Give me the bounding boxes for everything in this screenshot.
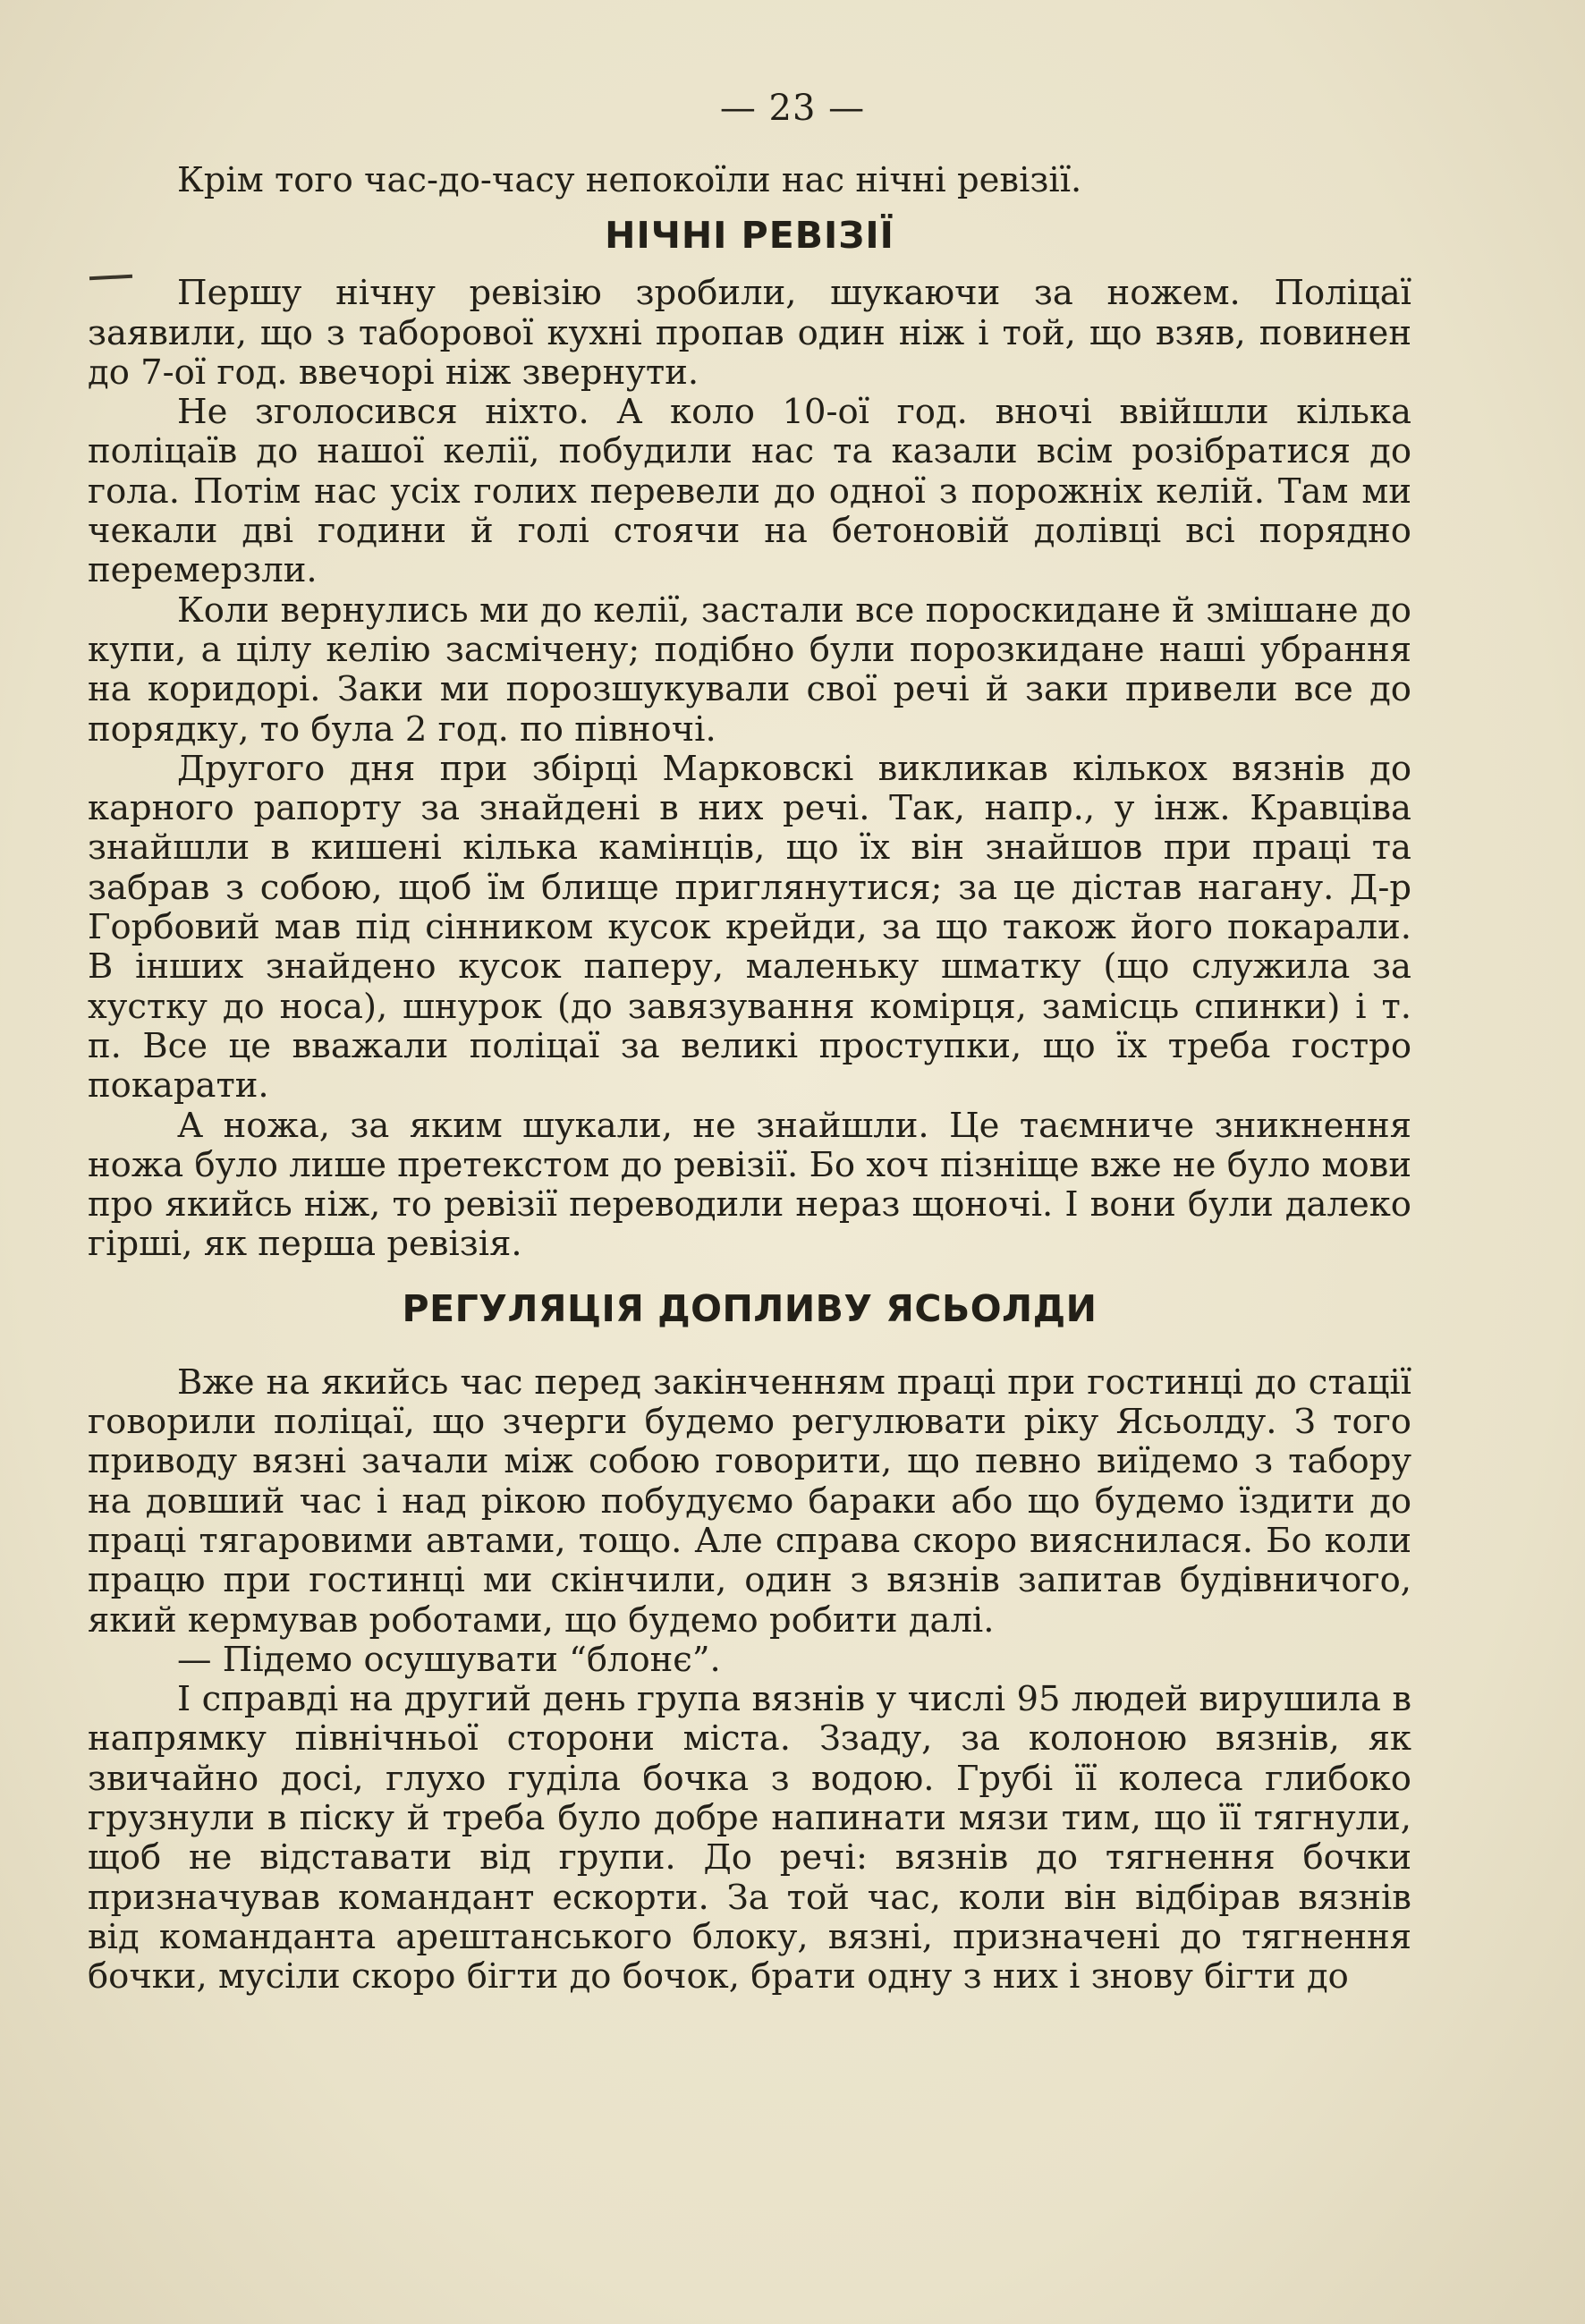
page-body [88, 161, 1411, 1997]
paragraph: Вже на якийсь час перед закінченням праці при гостинці до стації говорили поліцаї, що зчерги будемо регулювати ріку Ясьолду. З того приводу вязні зачали між собою говорити, що певно виїдемо з табору на довший час і над рікою побудуємо бараки або що будемо їздити до праці тягаровими автами, тощо. Але справа скоро вияснилася. Бо коли працю при гостинці ми скінчили, один з вязнів запитав будівничого, який кермував роботами, що будемо робити далі. [88, 1361, 1411, 1641]
paragraph: Не зголосився ніхто. А коло 10-ої год. вночі ввійшли кілька поліцаїв до нашої келії, побудили нас та казали всім розібратися до гола. Потім нас усіх голих перевели до одної з порожніх келій. Там ми чекали дві години й голі стоячи на бетоновій долівці всі порядно перемерзли. [88, 392, 1411, 591]
section-heading-night-searches: НІЧНІ РЕВІЗІЇ [605, 214, 894, 258]
paragraph: І справді на другий день група вязнів у числі 95 людей вирушила в напрямку північньої сторони міста. Ззаду, за колоною вязнів, як звичайно досі, глухо гуділа бочка з водою. Грубі її колеса глибоко грузнули в піску й треба було добре напинати мязи тим, що її тягнули, щоб не відставати від групи. До речі: вязнів до тягнення бочки призначував командант ескорти. За той час, коли він відбірав вязнів від команданта арештанського блоку, вязні, призначені до тягнення бочки, мусіли скоро бігти до бочок, брати одну з них і знову бігти до [88, 1679, 1411, 1997]
paragraph: Першу нічну ревізію зробили, шукаючи за ножем. Поліцаї заявили, що з таборової кухні пропав один ніж і той, що взяв, повинен до 7-ої год. ввечорі ніж звернути. [88, 273, 1411, 393]
paragraph: Коли вернулись ми до келії, застали все пороскидане й змішане до купи, а цілу келію засмічену; подібно були порозкидане наші убрання на коридорі. Заки ми порозшукували свої речі й заки привели все до порядку, то була 2 год. по півночі. [88, 589, 1411, 750]
paragraph: Другого дня при збірці Марковскі викликав кількох вязнів до карного рапорту за знайдені в них речі. Так, напр., у інж. Кравціва знайшли в кишені кілька камінців, що їх він знайшов при праці та забрав з собою, щоб їм блище приглянутися; за це дістав нагану. Д-р Горбовий мав під сінником кусок крейди, за що також його покарали. В інших знайдено кусок паперу, маленьку шматку (що служила за хустку до носа), шнурок (до завязування комірця, замісць спинки) і т. п. Все це вважали поліцаї за великі проступки, що їх треба гостро покарати. [88, 748, 1411, 1107]
dialogue-line: — Підемо осушувати “блонє”. [177, 1639, 721, 1680]
paragraph: А ножа, за яким шукали, не знайшли. Це таємниче зникнення ножа було лише претекстом до ревізії. Бо хоч пізніще вже не було мови про якийсь ніж, то ревізії переводили нераз щоночі. І вони були далеко гірші, як перша ревізія. [88, 1105, 1411, 1265]
section-heading-river-regulation: РЕГУЛЯЦІЯ ДОПЛИВУ ЯСЬОЛДИ [402, 1286, 1098, 1330]
intro-paragraph: Крім того час-до-часу непокоїли нас нічні ревізії. [177, 160, 1082, 200]
page-number: — 23 — [719, 88, 866, 129]
